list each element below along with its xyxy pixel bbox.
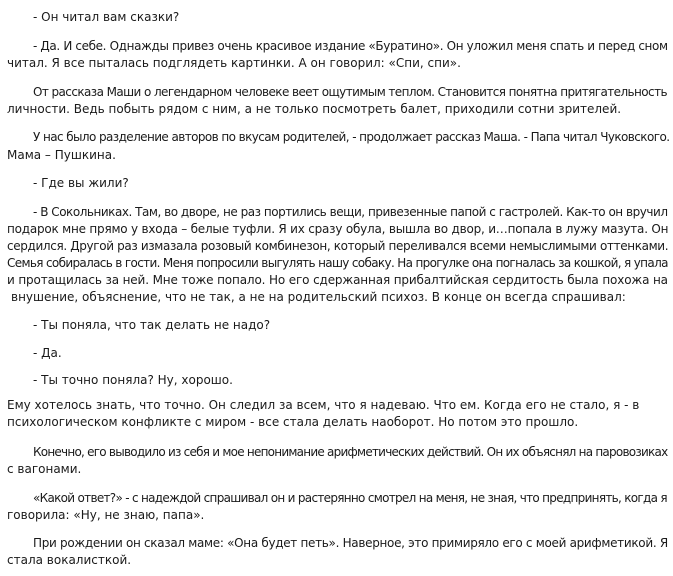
text-line: подарок мне прямо у входа – белые туфли. Я их сразу обула, вышла во двор, и…попала в лужу мазута. Он [7,222,669,236]
text-line: с вагонами. [7,462,82,476]
text-line: сердился. Другой раз измазала розовый комбинезон, который переливался всеми немыслимыми оттенками. [7,239,669,253]
text-line: Семья собиралась в гости. Меня попросили выгулять нашу собаку. На прогулке она погналась за кошкой, я упала [7,256,668,270]
text-line: - В Сокольниках. Там, во дворе, не раз портились вещи, привезенные папой с гастролей. Как-то он вручил [33,205,668,219]
text-line: От рассказа Маши о легендарном человеке веет ощутимым теплом. Становится понятна притягательность [33,85,667,99]
text-line: - Да. [33,346,62,360]
text-line: - Ты поняла, что так делать не надо? [33,318,271,332]
text-line: - Где вы жили? [33,176,129,190]
text-line: внушение, объяснение, что не так, а не на родительский психоз. В конце он всегда спрашивал: [11,290,626,304]
text-line: Ему хотелось знать, что точно. Он следил за всем, что я надеваю. Что ем. Когда его не стало, я - в [7,398,640,412]
text-line: психологическом конфликте с миром - все стала делать наоборот. Но потом это прошло. [7,415,579,429]
text-line: - Он читал вам сказки? [33,10,180,24]
text-line: и протащилась за ней. Мне тоже попало. Но его сдержанная прибалтийская сердитость была похожа на [7,273,668,287]
text-line: читал. Я все пыталась подглядеть картинки. А он говорил: «Спи, спи». [7,56,461,70]
text-line: личности. Ведь побыть рядом с ним, а не только посмотреть балет, приходили сотни зрителей. [7,102,622,116]
text-line: Мама – Пушкина. [7,148,116,162]
text-line: говорила: «Ну, не знаю, папа». [7,508,205,522]
text-line: Конечно, его выводило из себя и мое непонимание арифметических действий. Он их объяснял на паровозиках [33,445,668,459]
text-line: У нас было разделение авторов по вкусам родителей, - продолжает рассказ Маша. - Папа читал Чуковского. [33,130,670,144]
text-line: «Какой ответ?» - с надеждой спрашивал он и растерянно смотрел на меня, не зная, что предпринять, когда я [33,491,667,505]
text-line: - Ты точно поняла? Ну, хорошо. [33,373,233,387]
text-line: При рождении он сказал маме: «Она будет петь». Наверное, это примиряло его с моей арифметикой. Я [33,536,668,550]
text-line: стала вокалисткой. [7,553,132,567]
text-line: - Да. И себе. Однажды привез очень красивое издание «Буратино». Он уложил меня спать и перед сном [33,39,668,53]
